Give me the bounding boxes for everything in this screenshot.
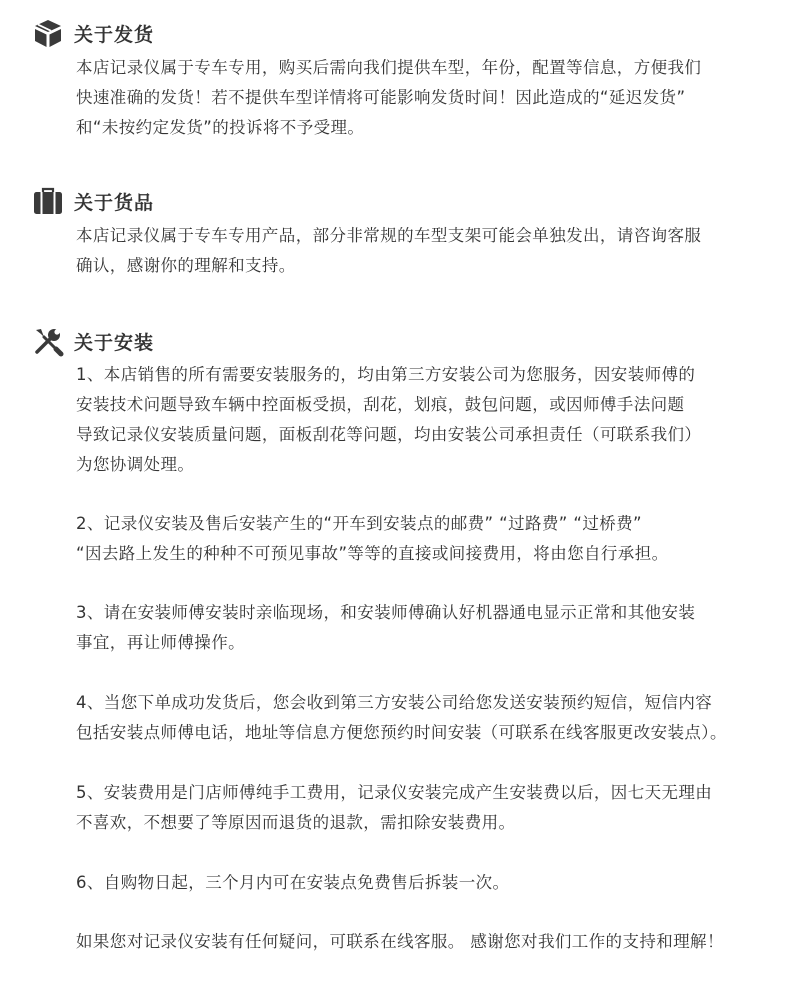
paragraph-line: 5、安装费用是门店师傅纯手工费用，记录仪安装完成产生安装费以后，因七天无理由 [76,783,713,802]
paragraph-line: 为您协调处理。 [76,455,195,474]
paragraph-line: 2、记录仪安装及售后安装产生的“开车到安装点的邮费” “过路费” “过桥费” [76,514,642,533]
section-heading-installation [32,324,154,358]
suitcase-icon [32,185,64,217]
paragraph-line: 快速准确的发货！若不提供车型详情将可能影响发货时间！因此造成的“延迟发货” [76,88,686,107]
paragraph-line: 6、自购物日起，三个月内可在安装点免费售后拆装一次。 [76,873,510,892]
paragraph-line: 本店记录仪属于专车专用产品，部分非常规的车型支架可能会单独发出，请咨询客服 [76,226,702,245]
tools-icon [32,325,64,357]
paragraph-line: 1、本店销售的所有需要安装服务的，均由第三方安装公司为您服务，因安装师傅的 [76,365,696,384]
section-title: 关于安装 [74,331,155,354]
paragraph-line: 确认，感谢你的理解和支持。 [76,256,296,275]
paragraph-line: 和“未按约定发货”的投诉将不予受理。 [76,118,365,137]
section-title: 关于货品 [74,191,155,214]
section-heading-goods [32,184,154,218]
paragraph-line: 包括安装点师傅电话，地址等信息方便您预约时间安装（可联系在线客服更改安装点）。 [76,723,727,742]
paragraph-line: 4、当您下单成功发货后，您会收到第三方安装公司给您发送安装预约短信，短信内容 [76,693,713,712]
closing-line: 如果您对记录仪安装有任何疑问，可联系在线客服。 感谢您对我们工作的支持和理解！ [76,932,724,951]
paragraph-line: 3、请在安装师傅安装时亲临现场，和安装师傅确认好机器通电显示正常和其他安装 [76,603,696,622]
paragraph-line: “因去路上发生的种种不可预见事故”等等的直接或间接费用，将由您自行承担。 [76,544,669,563]
paragraph-line: 安装技术问题导致车辆中控面板受损，刮花，划痕，鼓包问题，或因师傅手法问题 [76,395,685,414]
section-heading-shipping [32,16,154,50]
paragraph-line: 不喜欢，不想要了等原因而退货的退款，需扣除安装费用。 [76,813,516,832]
paragraph-line: 本店记录仪属于专车专用，购买后需向我们提供车型，年份，配置等信息，方便我们 [76,58,702,77]
package-box-icon [32,17,64,49]
section-title: 关于发货 [74,23,155,46]
paragraph-line: 事宜，再让师傅操作。 [76,633,245,652]
paragraph-line: 导致记录仪安装质量问题，面板刮花等问题，均由安装公司承担责任（可联系我们） [76,425,702,444]
